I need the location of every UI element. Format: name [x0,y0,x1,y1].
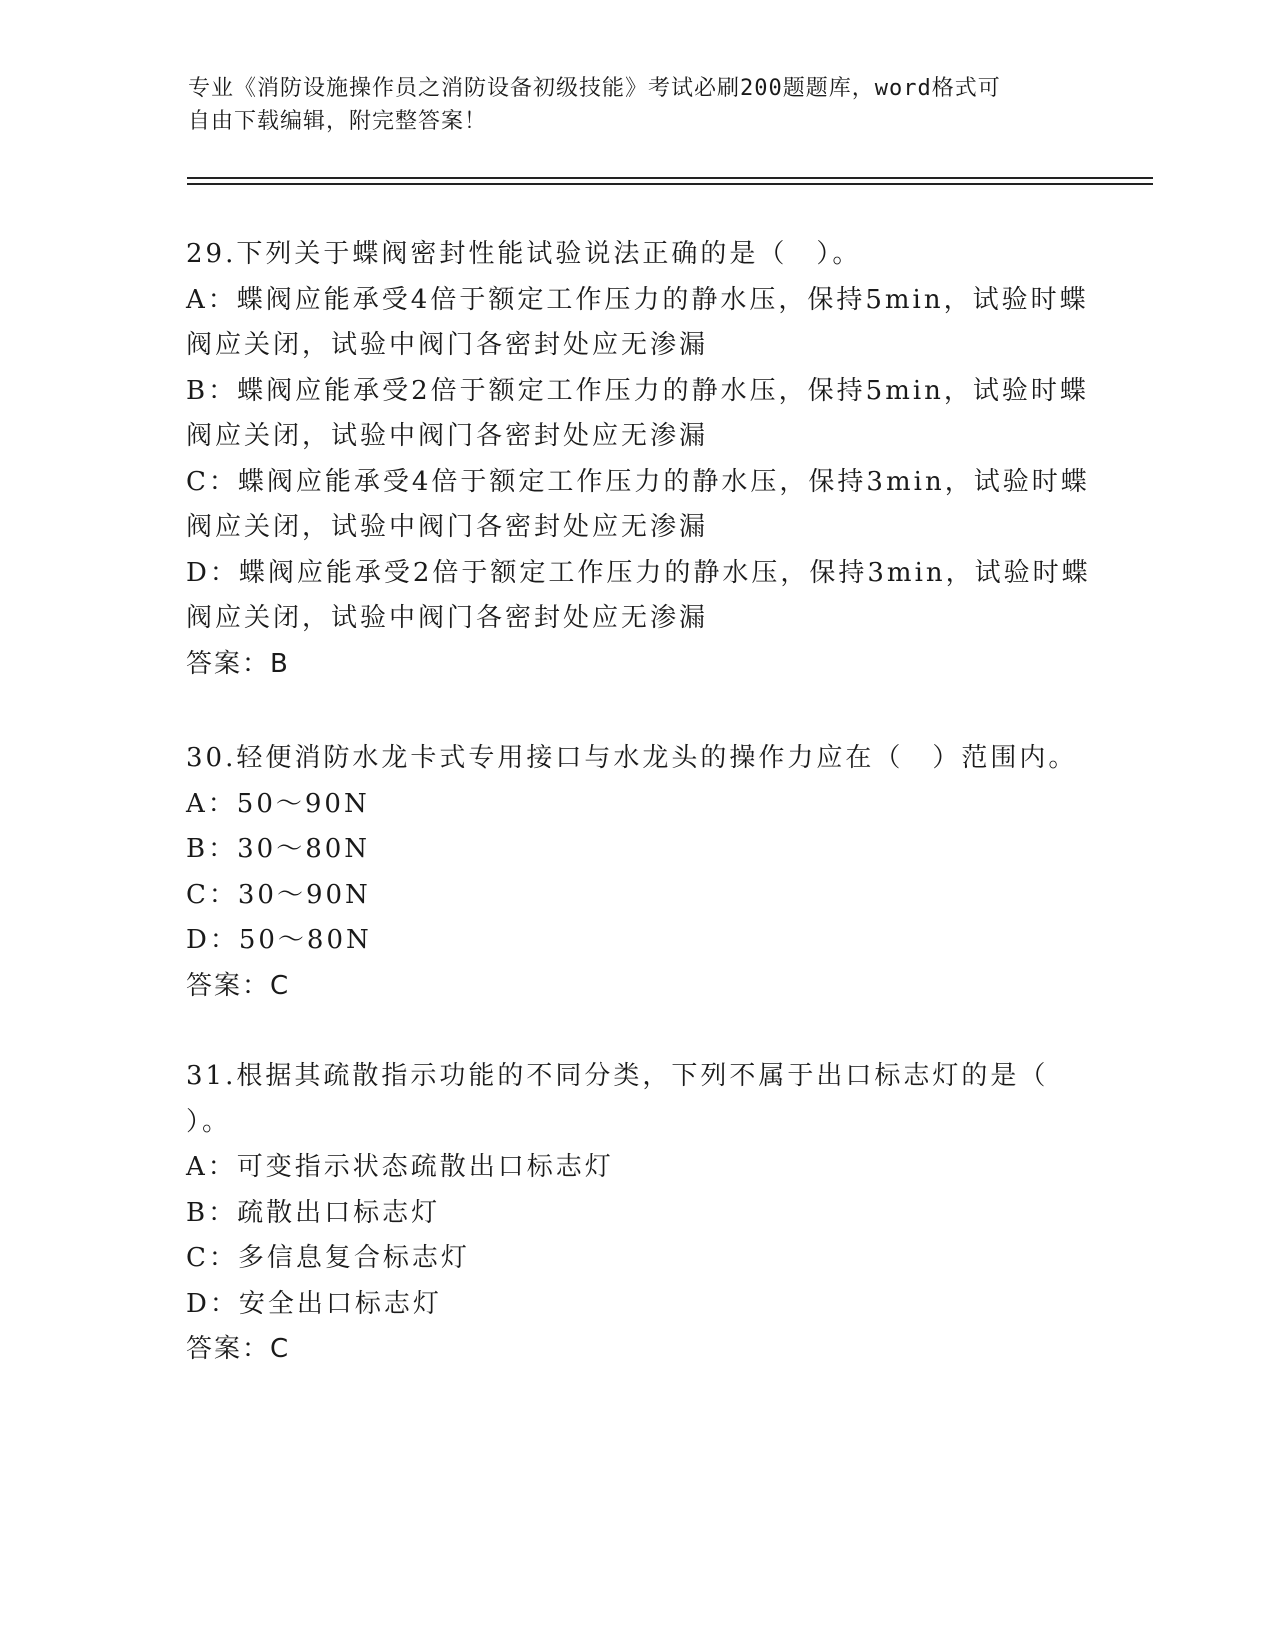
question-31-stem-cont: ）。 [186,1106,232,1137]
question-30 [186,736,1086,1009]
header-divider-top [187,177,1153,179]
question-30-stem: 30.轻便消防水龙卡式专用接口与水龙头的操作力应在（ ）范围内。 [186,743,1078,773]
question-29-option-c: C：蝶阀应能承受4倍于额定工作压力的静水压，保持3min，试验时蝶 [186,466,1090,497]
header-divider-bottom [187,183,1153,185]
document-header [188,72,1088,138]
question-29-answer: 答案：B [186,648,290,679]
header-line-2: 自由下载编辑，附完整答案！ [188,109,488,134]
question-29-option-d-cont: 阀应关闭，试验中阀门各密封处应无渗漏 [186,603,709,633]
question-29-option-b-cont: 阀应关闭，试验中阀门各密封处应无渗漏 [186,421,709,451]
question-31-stem: 31.根据其疏散指示功能的不同分类，下列不属于出口标志灯的是（ [186,1061,1049,1091]
question-31-option-c: C：多信息复合标志灯 [186,1243,470,1273]
question-31-answer: 答案：C [186,1334,291,1364]
question-30-option-b: B：30～80N [186,834,371,864]
header-line-1: 专业《消防设施操作员之消防设备初级技能》考试必刷200题题库，word格式可 [188,76,1001,101]
question-29 [186,232,1091,687]
question-31-option-a: A：可变指示状态疏散出口标志灯 [186,1152,614,1182]
question-29-stem: 29.下列关于蝶阀密封性能试验说法正确的是（ ）。 [186,239,862,269]
question-30-option-a: A：50～90N [186,788,370,819]
question-29-option-c-cont: 阀应关闭，试验中阀门各密封处应无渗漏 [186,512,709,542]
question-29-option-b: B：蝶阀应能承受2倍于额定工作压力的静水压，保持5min，试验时蝶 [186,375,1089,406]
question-30-option-c: C：30～90N [186,879,371,910]
question-31-option-b: B：疏散出口标志灯 [186,1197,441,1228]
question-30-option-d: D：50～80N [186,925,372,955]
question-29-option-a-cont: 阀应关闭，试验中阀门各密封处应无渗漏 [186,330,709,360]
question-29-option-a: A：蝶阀应能承受4倍于额定工作压力的静水压，保持5min，试验时蝶 [186,284,1089,315]
question-29-option-d: D：蝶阀应能承受2倍于额定工作压力的静水压，保持3min，试验时蝶 [186,557,1091,588]
question-30-answer: 答案：C [186,970,291,1001]
question-31-option-d: D：安全出口标志灯 [186,1288,442,1319]
question-31 [186,1054,1086,1373]
